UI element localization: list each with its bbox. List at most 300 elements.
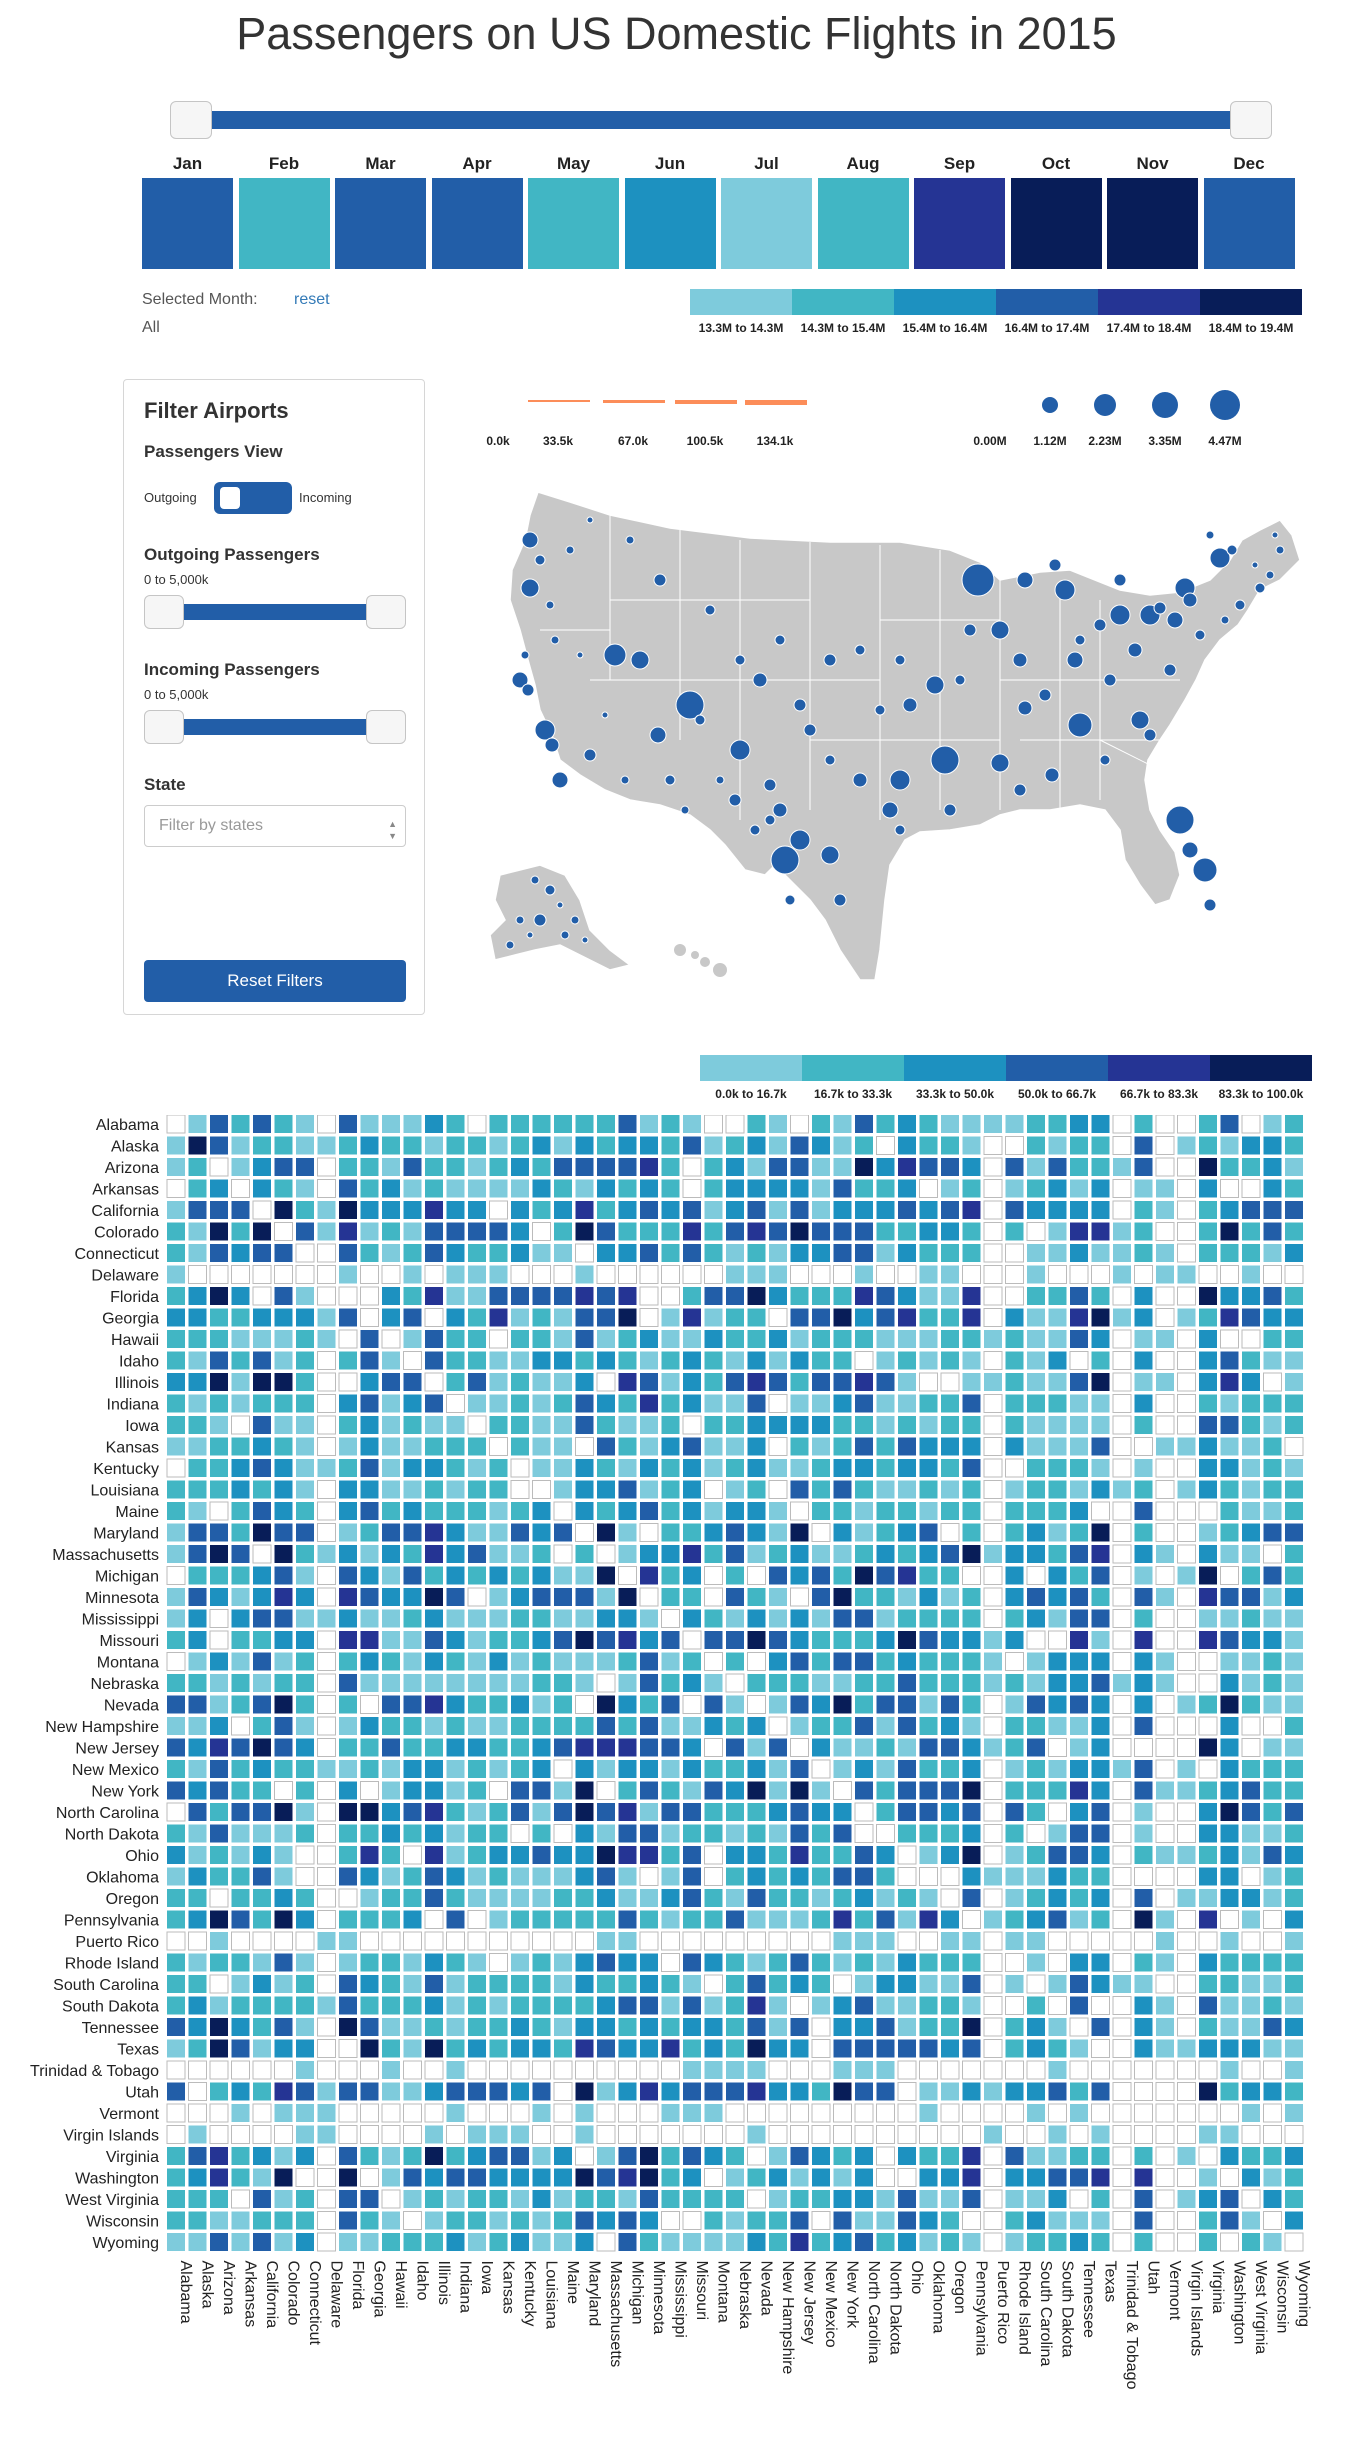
- heatmap-cell[interactable]: [683, 2061, 701, 2079]
- heatmap-cell[interactable]: [425, 1180, 443, 1198]
- heatmap-cell[interactable]: [1092, 1889, 1110, 1907]
- heatmap-cell[interactable]: [275, 2104, 293, 2122]
- heatmap-cell[interactable]: [619, 1803, 637, 1821]
- heatmap-cell[interactable]: [769, 2061, 787, 2079]
- heatmap-cell[interactable]: [1049, 1223, 1067, 1241]
- heatmap-cell[interactable]: [726, 1524, 744, 1542]
- heatmap-cell[interactable]: [296, 1610, 314, 1628]
- heatmap-cell[interactable]: [705, 1975, 723, 1993]
- heatmap-cell[interactable]: [1285, 1825, 1303, 1843]
- heatmap-cell[interactable]: [662, 1180, 680, 1198]
- heatmap-cell[interactable]: [382, 1352, 400, 1370]
- heatmap-cell[interactable]: [920, 1997, 938, 2015]
- heatmap-cell[interactable]: [1006, 1158, 1024, 1176]
- heatmap-cell[interactable]: [877, 2190, 895, 2208]
- heatmap-cell[interactable]: [662, 1567, 680, 1585]
- heatmap-cell[interactable]: [683, 1115, 701, 1133]
- heatmap-cell[interactable]: [597, 1481, 615, 1499]
- heatmap-cell[interactable]: [1070, 1696, 1088, 1714]
- heatmap-cell[interactable]: [339, 1588, 357, 1606]
- heatmap-cell[interactable]: [576, 1309, 594, 1327]
- heatmap-cell[interactable]: [1221, 1459, 1239, 1477]
- airport-circle[interactable]: [1204, 899, 1216, 911]
- heatmap-cell[interactable]: [619, 2083, 637, 2101]
- heatmap-cell[interactable]: [683, 1674, 701, 1692]
- heatmap-cell[interactable]: [404, 2147, 422, 2165]
- heatmap-cell[interactable]: [490, 1588, 508, 1606]
- heatmap-cell[interactable]: [404, 2083, 422, 2101]
- heatmap-cell[interactable]: [1006, 1954, 1024, 1972]
- heatmap-cell[interactable]: [339, 1266, 357, 1284]
- heatmap-cell[interactable]: [404, 1717, 422, 1735]
- heatmap-cell[interactable]: [511, 1846, 529, 1864]
- heatmap-cell[interactable]: [576, 1459, 594, 1477]
- airport-circle[interactable]: [561, 931, 569, 939]
- airport-circle[interactable]: [1227, 545, 1237, 555]
- heatmap-cell[interactable]: [533, 1438, 551, 1456]
- heatmap-cell[interactable]: [253, 1997, 271, 2015]
- heatmap-cell[interactable]: [1242, 2212, 1260, 2230]
- heatmap-cell[interactable]: [425, 1696, 443, 1714]
- heatmap-cell[interactable]: [189, 1115, 207, 1133]
- heatmap-cell[interactable]: [834, 2147, 852, 2165]
- heatmap-cell[interactable]: [1006, 1438, 1024, 1456]
- heatmap-cell[interactable]: [275, 1502, 293, 1520]
- heatmap-cell[interactable]: [640, 1588, 658, 1606]
- heatmap-cell[interactable]: [726, 1825, 744, 1843]
- heatmap-cell[interactable]: [941, 2040, 959, 2058]
- heatmap-cell[interactable]: [683, 1825, 701, 1843]
- heatmap-cell[interactable]: [748, 2104, 766, 2122]
- airport-circle[interactable]: [1183, 593, 1197, 607]
- heatmap-cell[interactable]: [963, 1395, 981, 1413]
- heatmap-cell[interactable]: [404, 1502, 422, 1520]
- heatmap-cell[interactable]: [447, 1545, 465, 1563]
- heatmap-cell[interactable]: [1285, 1524, 1303, 1542]
- heatmap-cell[interactable]: [339, 1717, 357, 1735]
- heatmap-cell[interactable]: [447, 1975, 465, 1993]
- heatmap-cell[interactable]: [877, 1309, 895, 1327]
- heatmap-cell[interactable]: [490, 1524, 508, 1542]
- heatmap-cell[interactable]: [275, 1352, 293, 1370]
- heatmap-cell[interactable]: [662, 2233, 680, 2251]
- heatmap-cell[interactable]: [1221, 1588, 1239, 1606]
- heatmap-cell[interactable]: [361, 1137, 379, 1155]
- heatmap-cell[interactable]: [855, 1395, 873, 1413]
- heatmap-cell[interactable]: [1221, 1803, 1239, 1821]
- heatmap-cell[interactable]: [447, 1610, 465, 1628]
- airport-circle[interactable]: [895, 825, 905, 835]
- heatmap-cell[interactable]: [855, 1287, 873, 1305]
- heatmap-cell[interactable]: [748, 1416, 766, 1434]
- heatmap-cell[interactable]: [1070, 2147, 1088, 2165]
- heatmap-cell[interactable]: [812, 1803, 830, 1821]
- heatmap-cell[interactable]: [490, 1373, 508, 1391]
- heatmap-cell[interactable]: [726, 2018, 744, 2036]
- heatmap-cell[interactable]: [210, 1545, 228, 1563]
- heatmap-cell[interactable]: [662, 1610, 680, 1628]
- heatmap-cell[interactable]: [898, 1975, 916, 1993]
- heatmap-cell[interactable]: [511, 1395, 529, 1413]
- heatmap-cell[interactable]: [232, 1889, 250, 1907]
- heatmap-cell[interactable]: [1113, 1287, 1131, 1305]
- heatmap-cell[interactable]: [210, 1459, 228, 1477]
- heatmap-cell[interactable]: [447, 2190, 465, 2208]
- heatmap-cell[interactable]: [683, 1266, 701, 1284]
- heatmap-cell[interactable]: [533, 2190, 551, 2208]
- heatmap-cell[interactable]: [554, 1137, 572, 1155]
- heatmap-cell[interactable]: [318, 1502, 336, 1520]
- heatmap-cell[interactable]: [404, 2169, 422, 2187]
- heatmap-cell[interactable]: [1178, 1330, 1196, 1348]
- heatmap-cell[interactable]: [1049, 1244, 1067, 1262]
- heatmap-cell[interactable]: [468, 1309, 486, 1327]
- heatmap-cell[interactable]: [1242, 2147, 1260, 2165]
- airport-circle[interactable]: [516, 916, 524, 924]
- heatmap-cell[interactable]: [898, 1610, 916, 1628]
- heatmap-cell[interactable]: [748, 2040, 766, 2058]
- heatmap-cell[interactable]: [447, 2169, 465, 2187]
- heatmap-cell[interactable]: [447, 1739, 465, 1757]
- heatmap-cell[interactable]: [898, 1201, 916, 1219]
- heatmap-cell[interactable]: [1242, 1481, 1260, 1499]
- heatmap-cell[interactable]: [576, 1825, 594, 1843]
- heatmap-cell[interactable]: [769, 1373, 787, 1391]
- heatmap-cell[interactable]: [490, 1932, 508, 1950]
- heatmap-cell[interactable]: [726, 1782, 744, 1800]
- heatmap-cell[interactable]: [1049, 1653, 1067, 1671]
- heatmap-cell[interactable]: [296, 1545, 314, 1563]
- heatmap-cell[interactable]: [597, 1868, 615, 1886]
- heatmap-cell[interactable]: [1156, 1975, 1174, 1993]
- heatmap-cell[interactable]: [1027, 1158, 1045, 1176]
- heatmap-cell[interactable]: [1156, 1115, 1174, 1133]
- heatmap-cell[interactable]: [748, 2147, 766, 2165]
- heatmap-cell[interactable]: [877, 1696, 895, 1714]
- heatmap-cell[interactable]: [683, 2233, 701, 2251]
- heatmap-cell[interactable]: [1285, 2190, 1303, 2208]
- heatmap-cell[interactable]: [253, 1502, 271, 1520]
- heatmap-cell[interactable]: [296, 1330, 314, 1348]
- heatmap-cell[interactable]: [619, 2212, 637, 2230]
- heatmap-cell[interactable]: [576, 2147, 594, 2165]
- heatmap-cell[interactable]: [963, 2233, 981, 2251]
- heatmap-cell[interactable]: [296, 1373, 314, 1391]
- heatmap-cell[interactable]: [1199, 1481, 1217, 1499]
- heatmap-cell[interactable]: [855, 1180, 873, 1198]
- month-oct[interactable]: [1011, 150, 1102, 269]
- heatmap-cell[interactable]: [275, 1782, 293, 1800]
- heatmap-cell[interactable]: [1113, 1158, 1131, 1176]
- heatmap-cell[interactable]: [318, 1975, 336, 1993]
- heatmap-cell[interactable]: [705, 1524, 723, 1542]
- heatmap-cell[interactable]: [920, 1696, 938, 1714]
- heatmap-cell[interactable]: [619, 1180, 637, 1198]
- heatmap-cell[interactable]: [468, 1911, 486, 1929]
- heatmap-cell[interactable]: [1242, 1416, 1260, 1434]
- airport-circle[interactable]: [764, 779, 776, 791]
- heatmap-cell[interactable]: [726, 1932, 744, 1950]
- heatmap-cell[interactable]: [1027, 1975, 1045, 1993]
- heatmap-cell[interactable]: [1264, 1459, 1282, 1477]
- heatmap-cell[interactable]: [404, 1459, 422, 1477]
- heatmap-cell[interactable]: [1092, 2147, 1110, 2165]
- heatmap-cell[interactable]: [1092, 1180, 1110, 1198]
- heatmap-cell[interactable]: [468, 2040, 486, 2058]
- heatmap-cell[interactable]: [167, 1481, 185, 1499]
- heatmap-cell[interactable]: [339, 2169, 357, 2187]
- heatmap-cell[interactable]: [189, 1137, 207, 1155]
- heatmap-cell[interactable]: [1049, 1459, 1067, 1477]
- heatmap-cell[interactable]: [920, 1287, 938, 1305]
- heatmap-cell[interactable]: [941, 2212, 959, 2230]
- heatmap-cell[interactable]: [576, 1997, 594, 2015]
- heatmap-cell[interactable]: [210, 1803, 228, 1821]
- heatmap-cell[interactable]: [1135, 1588, 1153, 1606]
- heatmap-cell[interactable]: [1221, 1287, 1239, 1305]
- heatmap-cell[interactable]: [1285, 1653, 1303, 1671]
- heatmap-cell[interactable]: [791, 1545, 809, 1563]
- heatmap-cell[interactable]: [253, 1545, 271, 1563]
- heatmap-cell[interactable]: [726, 1846, 744, 1864]
- heatmap-cell[interactable]: [533, 1825, 551, 1843]
- heatmap-cell[interactable]: [748, 1459, 766, 1477]
- heatmap-cell[interactable]: [1242, 1201, 1260, 1219]
- heatmap-cell[interactable]: [533, 1631, 551, 1649]
- heatmap-cell[interactable]: [1156, 1717, 1174, 1735]
- heatmap-cell[interactable]: [490, 1330, 508, 1348]
- heatmap-cell[interactable]: [404, 1975, 422, 1993]
- heatmap-cell[interactable]: [877, 1631, 895, 1649]
- heatmap-cell[interactable]: [296, 1395, 314, 1413]
- heatmap-cell[interactable]: [1049, 2061, 1067, 2079]
- heatmap-cell[interactable]: [554, 1524, 572, 1542]
- airport-circle[interactable]: [534, 914, 546, 926]
- heatmap-cell[interactable]: [425, 1868, 443, 1886]
- heatmap-cell[interactable]: [189, 2083, 207, 2101]
- heatmap-cell[interactable]: [318, 1653, 336, 1671]
- heatmap-cell[interactable]: [963, 1717, 981, 1735]
- heatmap-cell[interactable]: [425, 1653, 443, 1671]
- month-may[interactable]: [528, 150, 619, 269]
- heatmap-cell[interactable]: [1006, 1610, 1024, 1628]
- heatmap-cell[interactable]: [941, 1610, 959, 1628]
- heatmap-cell[interactable]: [1006, 1911, 1024, 1929]
- heatmap-cell[interactable]: [232, 2104, 250, 2122]
- heatmap-cell[interactable]: [404, 1137, 422, 1155]
- heatmap-cell[interactable]: [275, 1459, 293, 1477]
- heatmap-cell[interactable]: [1006, 1330, 1024, 1348]
- heatmap-cell[interactable]: [576, 1115, 594, 1133]
- heatmap-cell[interactable]: [963, 2147, 981, 2165]
- heatmap-cell[interactable]: [1156, 1631, 1174, 1649]
- heatmap-cell[interactable]: [468, 1223, 486, 1241]
- heatmap-cell[interactable]: [705, 1201, 723, 1219]
- heatmap-cell[interactable]: [1006, 1373, 1024, 1391]
- heatmap-cell[interactable]: [511, 1438, 529, 1456]
- heatmap-cell[interactable]: [1135, 1674, 1153, 1692]
- heatmap-cell[interactable]: [1221, 2083, 1239, 2101]
- heatmap-cell[interactable]: [1092, 1373, 1110, 1391]
- heatmap-cell[interactable]: [683, 1567, 701, 1585]
- heatmap-cell[interactable]: [941, 1287, 959, 1305]
- heatmap-cell[interactable]: [318, 2104, 336, 2122]
- heatmap-cell[interactable]: [253, 1932, 271, 1950]
- heatmap-cell[interactable]: [855, 1309, 873, 1327]
- heatmap-cell[interactable]: [984, 1567, 1002, 1585]
- heatmap-cell[interactable]: [597, 1932, 615, 1950]
- heatmap-cell[interactable]: [855, 2233, 873, 2251]
- heatmap-cell[interactable]: [576, 1782, 594, 1800]
- heatmap-cell[interactable]: [361, 2018, 379, 2036]
- heatmap-cell[interactable]: [683, 1610, 701, 1628]
- heatmap-cell[interactable]: [877, 1932, 895, 1950]
- heatmap-cell[interactable]: [275, 1653, 293, 1671]
- heatmap-cell[interactable]: [597, 1330, 615, 1348]
- heatmap-cell[interactable]: [769, 1287, 787, 1305]
- heatmap-cell[interactable]: [296, 1416, 314, 1434]
- heatmap-cell[interactable]: [576, 1588, 594, 1606]
- heatmap-cell[interactable]: [726, 1889, 744, 1907]
- heatmap-cell[interactable]: [318, 1760, 336, 1778]
- heatmap-cell[interactable]: [726, 2190, 744, 2208]
- heatmap-cell[interactable]: [404, 1416, 422, 1434]
- heatmap-cell[interactable]: [597, 1846, 615, 1864]
- heatmap-cell[interactable]: [275, 1309, 293, 1327]
- heatmap-cell[interactable]: [1178, 1997, 1196, 2015]
- heatmap-cell[interactable]: [468, 1352, 486, 1370]
- heatmap-cell[interactable]: [1070, 2083, 1088, 2101]
- heatmap-cell[interactable]: [490, 1954, 508, 1972]
- heatmap-cell[interactable]: [791, 1739, 809, 1757]
- heatmap-cell[interactable]: [941, 1932, 959, 1950]
- heatmap-cell[interactable]: [748, 1631, 766, 1649]
- heatmap-cell[interactable]: [1113, 1825, 1131, 1843]
- heatmap-cell[interactable]: [683, 1416, 701, 1434]
- heatmap-cell[interactable]: [1156, 2233, 1174, 2251]
- heatmap-cell[interactable]: [1156, 2147, 1174, 2165]
- heatmap-cell[interactable]: [726, 1803, 744, 1821]
- heatmap-cell[interactable]: [791, 1610, 809, 1628]
- heatmap-cell[interactable]: [189, 1567, 207, 1585]
- heatmap-cell[interactable]: [382, 1309, 400, 1327]
- heatmap-cell[interactable]: [533, 1180, 551, 1198]
- heatmap-cell[interactable]: [769, 2040, 787, 2058]
- heatmap-cell[interactable]: [425, 1911, 443, 1929]
- heatmap-cell[interactable]: [941, 1846, 959, 1864]
- heatmap-cell[interactable]: [769, 2169, 787, 2187]
- heatmap-cell[interactable]: [253, 1373, 271, 1391]
- heatmap-cell[interactable]: [662, 1459, 680, 1477]
- heatmap-cell[interactable]: [963, 2104, 981, 2122]
- airport-circle[interactable]: [521, 579, 539, 597]
- heatmap-cell[interactable]: [490, 1997, 508, 2015]
- heatmap-cell[interactable]: [1049, 1502, 1067, 1520]
- heatmap-cell[interactable]: [189, 1868, 207, 1886]
- heatmap-cell[interactable]: [490, 1739, 508, 1757]
- heatmap-cell[interactable]: [576, 2040, 594, 2058]
- heatmap-cell[interactable]: [877, 1352, 895, 1370]
- heatmap-cell[interactable]: [662, 1975, 680, 1993]
- heatmap-cell[interactable]: [769, 1180, 787, 1198]
- heatmap-cell[interactable]: [769, 1158, 787, 1176]
- heatmap-cell[interactable]: [920, 1201, 938, 1219]
- heatmap-cell[interactable]: [619, 2190, 637, 2208]
- heatmap-cell[interactable]: [640, 1223, 658, 1241]
- heatmap-cell[interactable]: [1242, 1373, 1260, 1391]
- heatmap-cell[interactable]: [941, 1803, 959, 1821]
- heatmap-cell[interactable]: [726, 1588, 744, 1606]
- heatmap-cell[interactable]: [576, 2018, 594, 2036]
- heatmap-cell[interactable]: [1178, 1567, 1196, 1585]
- heatmap-cell[interactable]: [447, 1201, 465, 1219]
- heatmap-cell[interactable]: [640, 1954, 658, 1972]
- heatmap-cell[interactable]: [1242, 1502, 1260, 1520]
- heatmap-cell[interactable]: [1264, 1373, 1282, 1391]
- heatmap-cell[interactable]: [296, 1997, 314, 2015]
- heatmap-cell[interactable]: [318, 1717, 336, 1735]
- heatmap-cell[interactable]: [726, 2169, 744, 2187]
- heatmap-cell[interactable]: [404, 2061, 422, 2079]
- heatmap-cell[interactable]: [1113, 2061, 1131, 2079]
- heatmap-cell[interactable]: [683, 2018, 701, 2036]
- heatmap-cell[interactable]: [382, 1567, 400, 1585]
- heatmap-cell[interactable]: [189, 1975, 207, 1993]
- heatmap-cell[interactable]: [1221, 1653, 1239, 1671]
- heatmap-cell[interactable]: [210, 1395, 228, 1413]
- heatmap-cell[interactable]: [1242, 2104, 1260, 2122]
- heatmap-cell[interactable]: [511, 1352, 529, 1370]
- heatmap-cell[interactable]: [1092, 1696, 1110, 1714]
- heatmap-cell[interactable]: [232, 2083, 250, 2101]
- heatmap-cell[interactable]: [447, 1567, 465, 1585]
- heatmap-cell[interactable]: [361, 1846, 379, 1864]
- heatmap-cell[interactable]: [1092, 1223, 1110, 1241]
- heatmap-cell[interactable]: [1070, 2126, 1088, 2144]
- heatmap-cell[interactable]: [705, 2147, 723, 2165]
- heatmap-cell[interactable]: [1113, 1653, 1131, 1671]
- heatmap-cell[interactable]: [1242, 1911, 1260, 1929]
- heatmap-cell[interactable]: [726, 1868, 744, 1886]
- airport-circle[interactable]: [1276, 546, 1284, 554]
- heatmap-cell[interactable]: [1242, 1803, 1260, 1821]
- heatmap-cell[interactable]: [1264, 1352, 1282, 1370]
- heatmap-cell[interactable]: [877, 2104, 895, 2122]
- heatmap-cell[interactable]: [189, 1180, 207, 1198]
- heatmap-cell[interactable]: [941, 1115, 959, 1133]
- heatmap-cell[interactable]: [1221, 1201, 1239, 1219]
- heatmap-cell[interactable]: [511, 2018, 529, 2036]
- heatmap-cell[interactable]: [855, 1244, 873, 1262]
- heatmap-cell[interactable]: [640, 1825, 658, 1843]
- heatmap-cell[interactable]: [554, 1760, 572, 1778]
- heatmap-cell[interactable]: [748, 1782, 766, 1800]
- heatmap-cell[interactable]: [232, 1459, 250, 1477]
- heatmap-cell[interactable]: [683, 1782, 701, 1800]
- heatmap-cell[interactable]: [898, 1266, 916, 1284]
- heatmap-cell[interactable]: [619, 1889, 637, 1907]
- heatmap-cell[interactable]: [769, 2018, 787, 2036]
- heatmap-cell[interactable]: [662, 1803, 680, 1821]
- heatmap-cell[interactable]: [834, 1997, 852, 2015]
- heatmap-cell[interactable]: [189, 1524, 207, 1542]
- heatmap-cell[interactable]: [748, 1158, 766, 1176]
- heatmap-cell[interactable]: [447, 1653, 465, 1671]
- passengers-view-toggle[interactable]: [214, 482, 292, 514]
- heatmap-cell[interactable]: [382, 1395, 400, 1413]
- heatmap-cell[interactable]: [619, 2104, 637, 2122]
- heatmap-cell[interactable]: [296, 1696, 314, 1714]
